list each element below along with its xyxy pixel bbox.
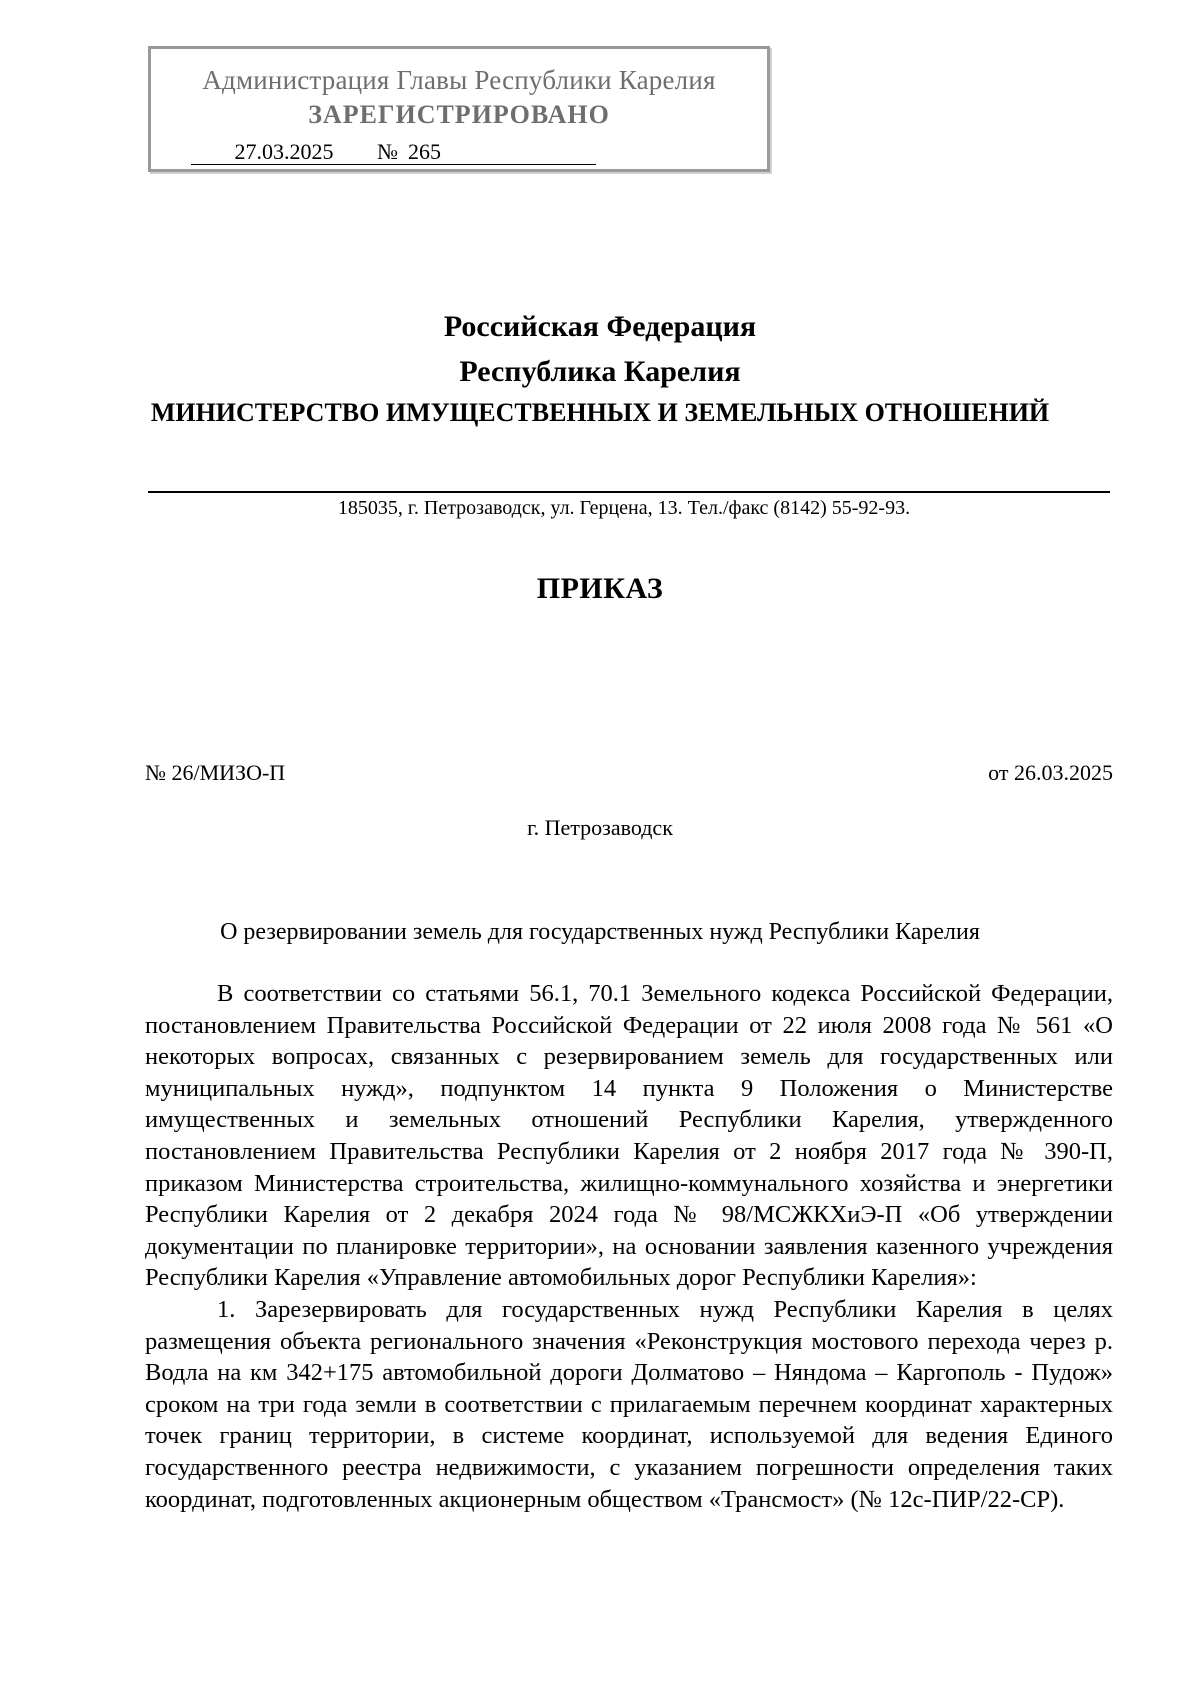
document-type: ПРИКАЗ: [536, 572, 664, 605]
document-body: [145, 978, 1113, 1515]
document-city: г. Петрозаводск: [527, 815, 673, 840]
body-paragraph: 1. Зарезервировать для государственных нужд Республики Карелия в целях размещения объекта регионального значения «Реконструкция мостового перехода через р. Водла на км 342+175 автомобильной дороги Долматово – Няндома – Каргополь - Пудож» сроком на три года земли в соответствии с прилагаемым перечнем координат характерных точек границ территории, в системе координат, используемой для ведения Единого государственного реестра недвижимости, с указанием погрешности определения таких координат, подготовленных акционерным обществом «Трансмост» (№ 12с-ПИР/22-СР).: [145, 1295, 1113, 1513]
body-paragraph: В соответствии со статьями 56.1, 70.1 Земельного кодекса Российской Федерации, постановлением Правительства Российской Федерации от 22 июля 2008 года № 561 «О некоторых вопросах, связанных с резервированием земель для государственных или муниципальных нужд», подпунктом 14 пункта 9 Положения о Министерстве имущественных и земельных отношений Республики Карелия, утвержденного постановлением Правительства Республики Карелия от 2 ноября 2017 года № 390-П, приказом Министерства строительства, жилищно-коммунального хозяйства и энергетики Республики Карелия от 2 декабря 2024 года № 98/МСЖКХиЭ-П «Об утверждении документации по планировке территории», на основании заявления казенного учреждения Республики Карелия «Управление автомобильных дорог Республики Карелия»:: [145, 980, 1113, 1292]
order-number: № 26/МИЗО-П: [145, 760, 286, 785]
header-ministry: [0, 397, 1200, 428]
document-subject: О резервировании земель для государственных нужд Республики Карелия: [220, 919, 980, 945]
ministry-address: 185035, г. Петрозаводск, ул. Герцена, 13. Тел./факс (8142) 55-92-93.: [337, 497, 911, 519]
stamp-registration-line: [191, 139, 596, 165]
registration-stamp: [148, 46, 770, 172]
stamp-status: ЗАРЕГИСТРИРОВАНО: [308, 100, 610, 129]
order-date: от 26.03.2025: [988, 760, 1113, 785]
stamp-organization: Администрация Главы Республики Карелия: [202, 65, 716, 95]
stamp-date: 27.03.2025: [191, 140, 377, 165]
stamp-number-label: №: [377, 139, 398, 164]
header-republic: Республика Карелия: [459, 355, 741, 388]
header-country: Российская Федерация: [443, 310, 757, 343]
stamp-number: 265: [398, 140, 596, 165]
ministry-name: МИНИСТЕРСТВО ИМУЩЕСТВЕННЫХ И ЗЕМЕЛЬНЫХ ОТНОШЕНИЙ: [150, 398, 1050, 427]
header-divider: [148, 491, 1110, 493]
